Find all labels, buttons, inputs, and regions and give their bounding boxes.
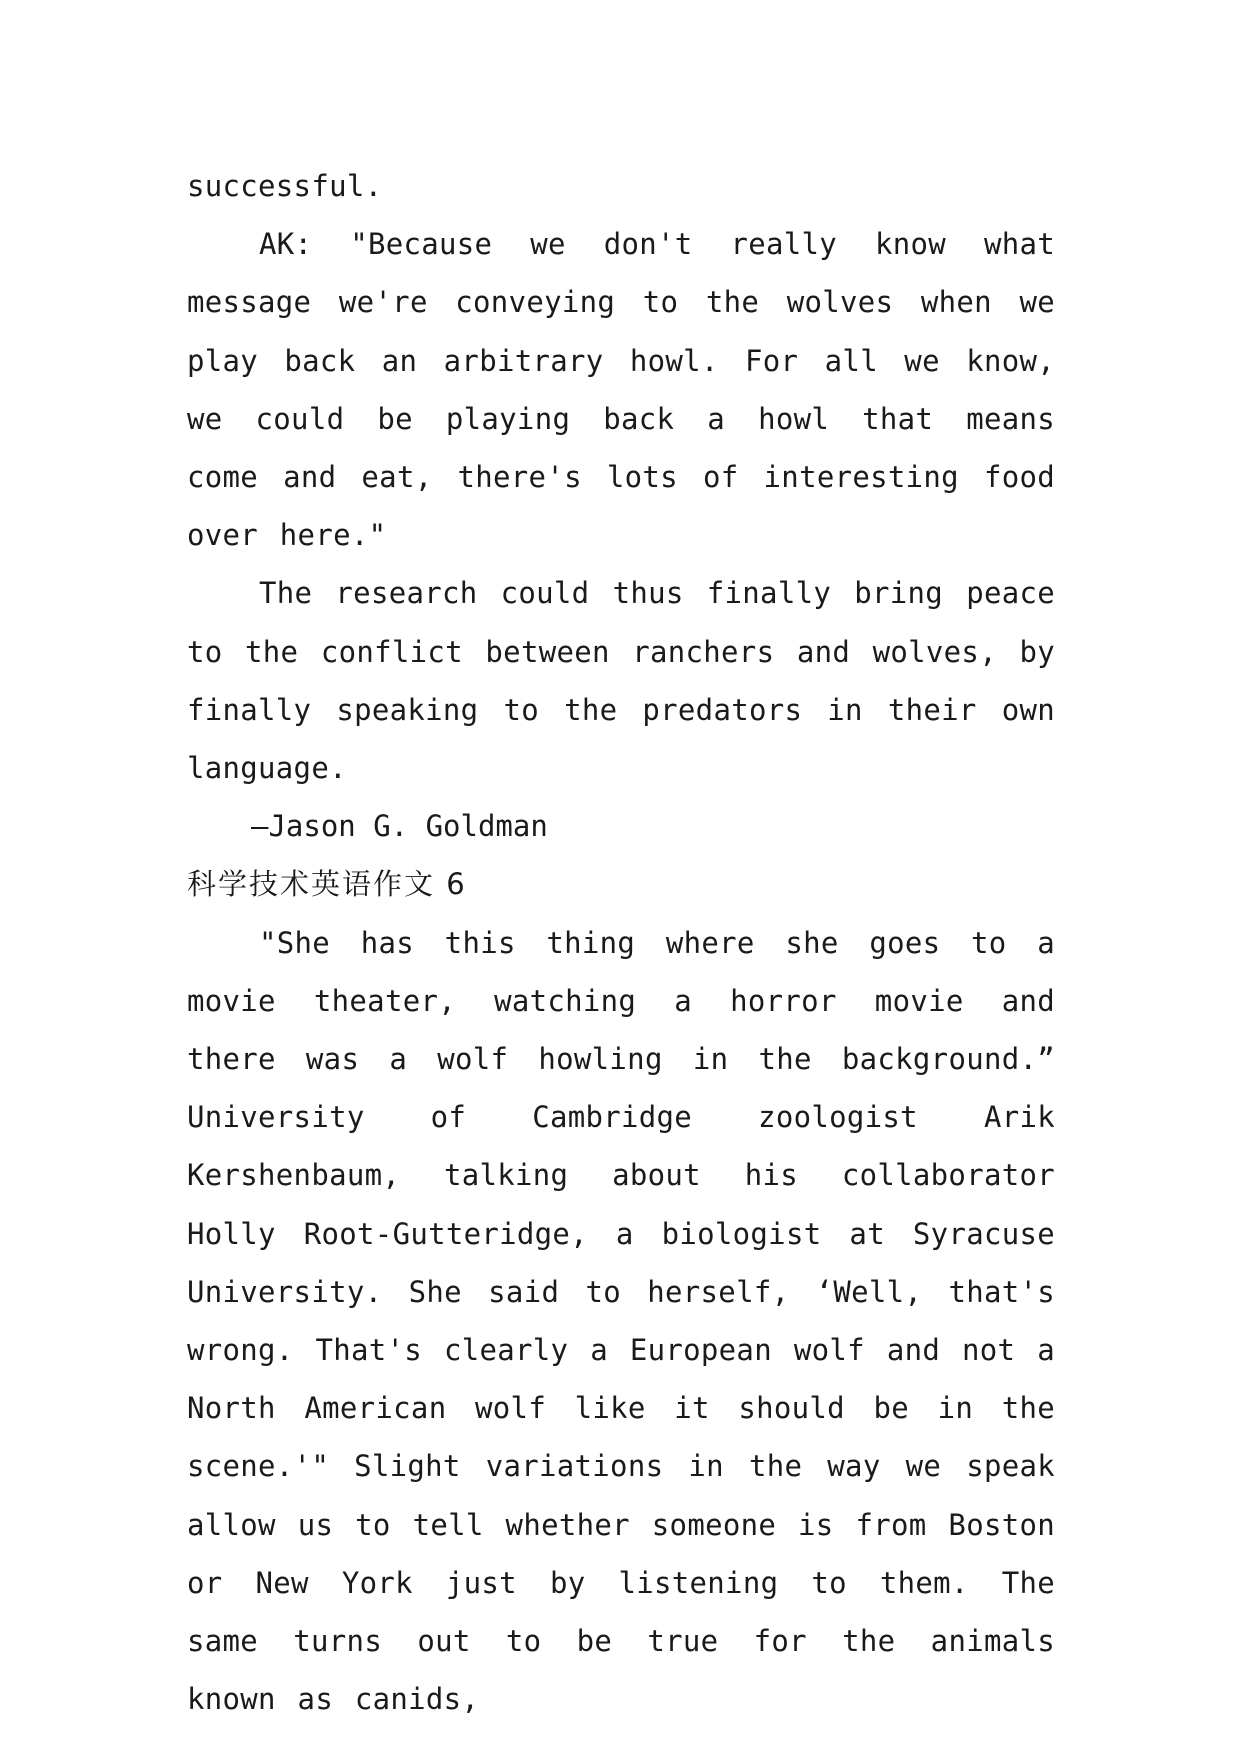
section-paragraph: "She has this thing where she goes to a movie theater, watching a horror movie and there was a wolf howling in the background.” University of Cambridge zoologist Arik Kershenbaum, talking about his collaborator Holly Root-Gutteridge, a biologist at Syracuse University. She said to herself, ‘Well, that's wrong. That's clearly a European wolf and not a North American wolf like it should be in the scene.'" Slight variations in the way we speak allow us to tell whether someone is from Boston or New York just by listening to them. The same turns out to be true for the animals known as canids,: [187, 925, 1055, 1717]
document-body: [187, 157, 1055, 1728]
author-byline: —Jason G. Goldman: [251, 809, 548, 844]
continuation-text: successful.: [187, 169, 383, 203]
section-heading: 科学技术英语作文 6: [187, 867, 467, 902]
conclusion-paragraph: The research could thus finally bring peace to the conflict between ranchers and wolves, by finally speaking to the predators in their own language.: [187, 576, 1055, 786]
quote-paragraph: AK: "Because we don't really know what message we're conveying to the wolves when we play back an arbitrary howl. For all we know, we could be playing back a howl that means come and eat, there's lots of interesting food over here.": [187, 227, 1055, 553]
